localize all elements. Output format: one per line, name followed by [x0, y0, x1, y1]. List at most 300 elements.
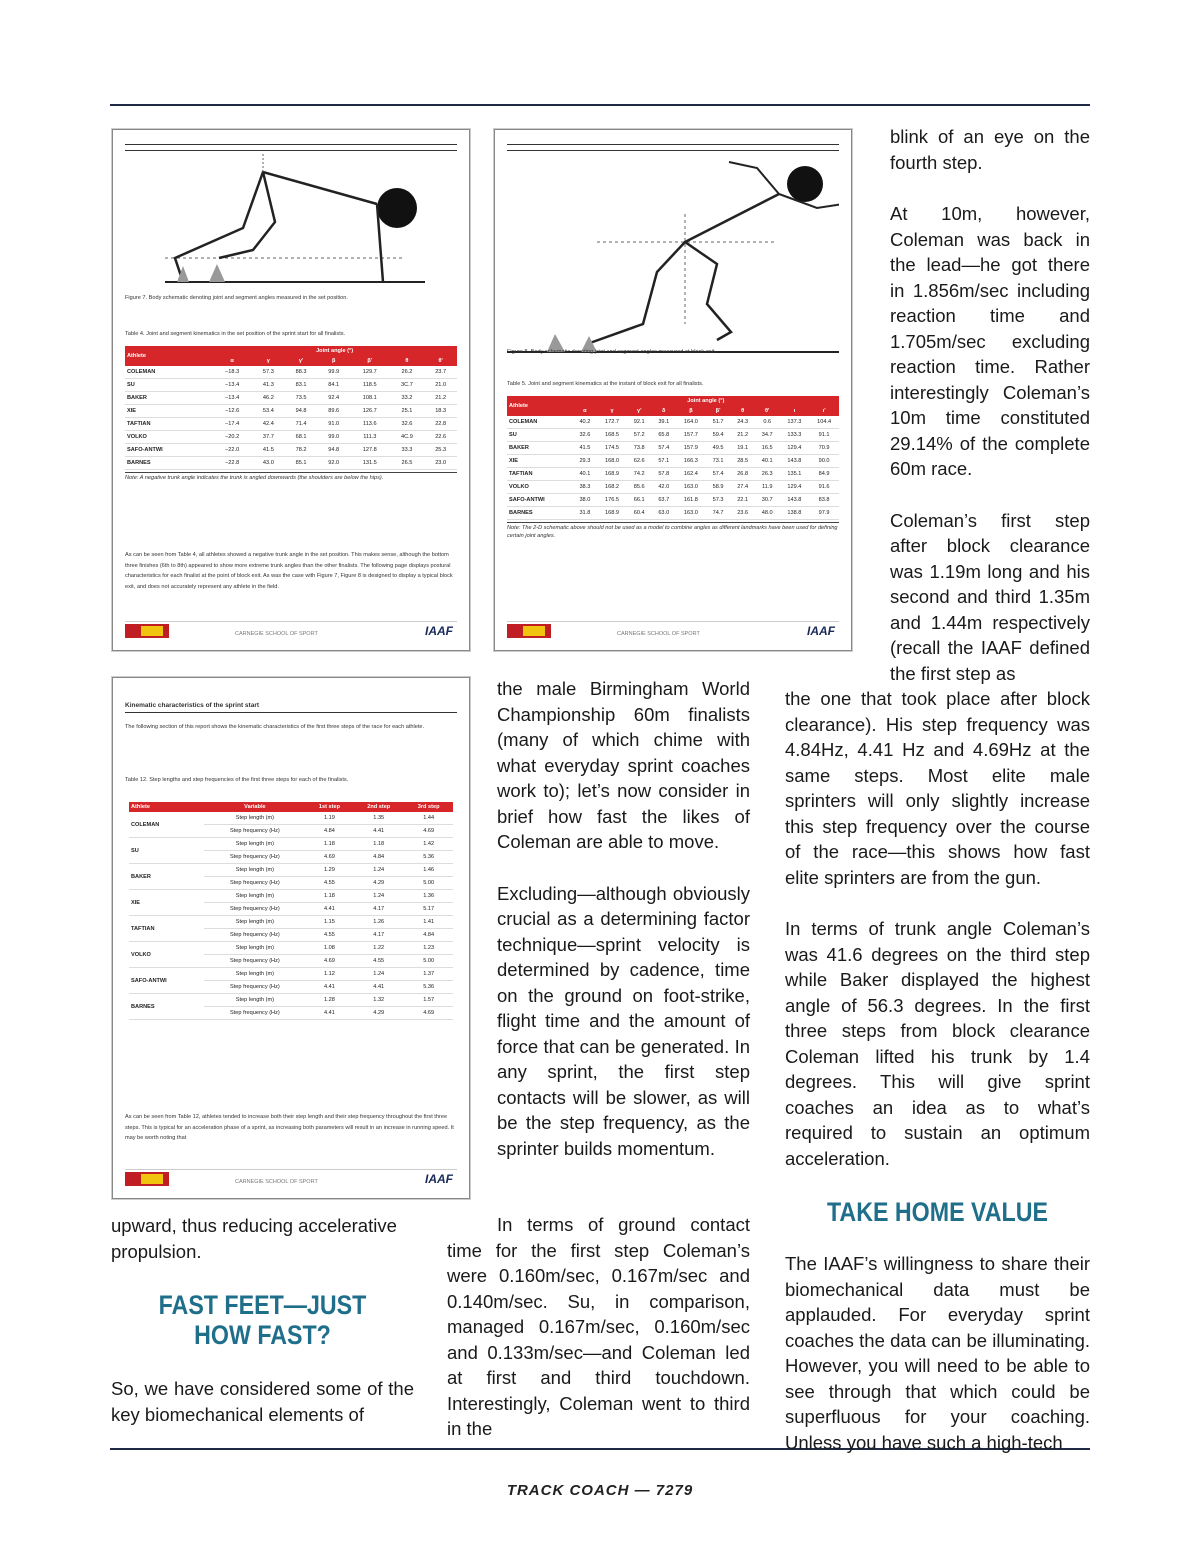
table-cell: 65.8 [651, 429, 676, 442]
table-cell: 90.0 [809, 455, 839, 468]
table-cell: 157.9 [676, 442, 706, 455]
paragraph: the one that took place after block clearance). His step frequency was 4.84Hz, 4.41 Hz and 4.69Hz at the same steps. Most elite male sprinters will only slightly increase this step frequency over the course of the race—this shows how fast elite sprinters are from the gun. [785, 688, 1090, 888]
table-row [125, 418, 457, 431]
table-cell: 21.2 [424, 392, 457, 405]
table-header: θ' [755, 406, 780, 416]
table-header: Athlete [129, 802, 204, 812]
table-cell: VOLKO [125, 431, 212, 444]
table-cell: −20.2 [212, 431, 252, 444]
table-row [129, 968, 453, 981]
table-cell: Step length (m) [204, 812, 306, 825]
table-cell: 1.19 [306, 812, 354, 825]
table-header: ι [780, 406, 810, 416]
table-cell: 176.5 [597, 494, 627, 507]
table-cell: 1.23 [404, 942, 453, 955]
table-row [125, 379, 457, 392]
left-column-text [111, 1213, 414, 1427]
table-cell: 1.35 [353, 812, 404, 825]
table-cell: 168.9 [597, 507, 627, 520]
table-cell: 1.24 [353, 968, 404, 981]
table-cell: 1.44 [404, 812, 453, 825]
table-cell: XIE [125, 405, 212, 418]
table-cell: 22.8 [424, 418, 457, 431]
table-cell: 40.2 [573, 416, 598, 429]
table-cell: 84.9 [809, 468, 839, 481]
table-cell: Step frequency (Hz) [204, 825, 306, 838]
table-cell: 21.0 [424, 379, 457, 392]
table-cell: 24.3 [730, 416, 755, 429]
table-cell: 4.41 [306, 903, 354, 916]
table-cell: 38.3 [573, 481, 598, 494]
table-cell: 58.9 [706, 481, 731, 494]
table-cell: 163.0 [676, 481, 706, 494]
table-cell: 40.1 [573, 468, 598, 481]
table-cell: Step length (m) [204, 864, 306, 877]
table-cell: 1.22 [353, 942, 404, 955]
table-cell: 39.1 [651, 416, 676, 429]
table-cell: 26.8 [730, 468, 755, 481]
table-cell: VOLKO [507, 481, 573, 494]
table-note: Note: A negative trunk angle indicates the trunk is angled downwards (the shoulders are below the hips). [125, 472, 457, 482]
table-cell: Step frequency (Hz) [204, 981, 306, 994]
table-cell: 41.3 [252, 379, 285, 392]
table-cell: 88.3 [285, 366, 318, 379]
table-cell: 26.5 [390, 457, 425, 470]
sponsor-logo [125, 624, 169, 638]
table-cell: TAFTIAN [507, 468, 573, 481]
table-cell: 26.3 [755, 468, 780, 481]
table-cell: 129.4 [780, 442, 810, 455]
iaaf-logo: IAAF [425, 1172, 453, 1186]
table-cell: 51.7 [706, 416, 731, 429]
paragraph: The IAAF’s willingness to share their biomechanical data must be applauded. For everyday sprint coaches the data can be illuminating. However, you will need to be able to see through that which could be superfluous for your coaching. Unless you have such a high-tech [785, 1253, 1090, 1453]
table-cell: −17.4 [212, 418, 252, 431]
table-cell: 1.18 [353, 838, 404, 851]
table-cell: 94.8 [285, 405, 318, 418]
table-row [125, 392, 457, 405]
table-row [125, 457, 457, 470]
table-cell: 1.42 [404, 838, 453, 851]
table-title: Table 12. Step lengths and step frequencies of the first three steps for each of the finalists. [125, 777, 349, 783]
table-cell: 1.41 [404, 916, 453, 929]
table-cell: 57.8 [651, 468, 676, 481]
table-cell: 138.8 [780, 507, 810, 520]
table-cell: 1.28 [306, 994, 354, 1007]
paragraph: In terms of trunk angle Coleman’s was 41.6 degrees on the third step while Baker displayed the highest angle of 56.3 degrees. In the first three steps from block clearance Coleman lifted his trunk by 1.4 degrees. This will give sprint coaches an idea as to what’s required to sustain an optimum acceleration. [785, 918, 1090, 1169]
table-cell: Step length (m) [204, 994, 306, 1007]
table-header: θ' [424, 356, 457, 366]
table-cell: 57.1 [651, 455, 676, 468]
table-cell: 111.3 [350, 431, 390, 444]
table-cell: 25.1 [390, 405, 425, 418]
table-cell: 57.4 [706, 468, 731, 481]
table-cell: 49.5 [706, 442, 731, 455]
table-cell: 34.7 [755, 429, 780, 442]
table-cell: 42.0 [651, 481, 676, 494]
sponsor-logo [507, 624, 551, 638]
table-row [507, 507, 839, 520]
table-cell: 21.2 [730, 429, 755, 442]
table-cell: 163.0 [676, 507, 706, 520]
table-step-length-frequency [129, 802, 453, 1020]
table-row [129, 864, 453, 877]
table-cell: 57.4 [651, 442, 676, 455]
top-rule [110, 104, 1090, 106]
table-cell: COLEMAN [507, 416, 573, 429]
table-cell: −22.8 [212, 457, 252, 470]
table-cell: 16.5 [755, 442, 780, 455]
table-cell: 157.7 [676, 429, 706, 442]
table-title: Table 5. Joint and segment kinematics at the instant of block exit for all finalists. [507, 381, 704, 387]
middle-column-upper-text [497, 676, 750, 1187]
table-cell: −18.3 [212, 366, 252, 379]
table-cell: 18.3 [424, 405, 457, 418]
table-header: 1st step [306, 802, 354, 812]
table-cell: 30.7 [755, 494, 780, 507]
table-cell: 57.2 [627, 429, 652, 442]
table-row [125, 444, 457, 457]
table-cell: 174.5 [597, 442, 627, 455]
table-header: α [573, 406, 598, 416]
table-cell: 137.3 [780, 416, 810, 429]
table-cell: 5.00 [404, 955, 453, 968]
table-cell: 162.4 [676, 468, 706, 481]
table-cell: 57.3 [252, 366, 285, 379]
table-cell: 4.84 [306, 825, 354, 838]
table-cell: 73.5 [285, 392, 318, 405]
table-cell: 1.18 [306, 838, 354, 851]
table-cell: 1.37 [404, 968, 453, 981]
figure-step-table [112, 677, 470, 1199]
figure-intro: The following section of this report shows the kinematic characteristics of the first three steps of the race for each athlete. [125, 724, 425, 730]
table-cell: 129.7 [350, 366, 390, 379]
table-cell: 4.41 [306, 981, 354, 994]
table-cell: BAKER [507, 442, 573, 455]
page-footer: TRACK COACH — 7279 [506, 1482, 694, 1499]
table-cell: 91.0 [317, 418, 350, 431]
table-row [507, 494, 839, 507]
table-cell: 4.69 [306, 955, 354, 968]
table-cell: 78.2 [285, 444, 318, 457]
table-cell: 48.0 [755, 507, 780, 520]
table-title: Table 4. Joint and segment kinematics in the set position of the sprint start for all finalists. [125, 331, 346, 337]
table-cell: 99.9 [317, 366, 350, 379]
table-cell: SU [125, 379, 212, 392]
paragraph: So, we have considered some of the key biomechanical elements of [111, 1378, 414, 1425]
table-cell: 4.55 [306, 877, 354, 890]
table-cell: 22.1 [730, 494, 755, 507]
table-cell: 5.17 [404, 903, 453, 916]
paragraph: Excluding—although obviously crucial as a determining factor technique—sprint velocity is determined by cadence, time on the ground on foot-strike, flight time and the amount of force that can be generated. In any sprint, the first step contacts will be slower, as will be the step frequency, as the sprinter builds momentum. [497, 882, 750, 1159]
table-cell: 57.3 [706, 494, 731, 507]
table-cell: 92.4 [317, 392, 350, 405]
table-cell: SU [129, 838, 204, 864]
table-cell: Step length (m) [204, 942, 306, 955]
table-header: θ [390, 356, 425, 366]
table-cell: 118.5 [350, 379, 390, 392]
table-cell: Step length (m) [204, 890, 306, 903]
table-cell: 60.4 [627, 507, 652, 520]
figure-caption: Figure 8. Body schematic denoting joint and segment angles measured at block exit. [507, 349, 716, 355]
table-cell: 108.1 [350, 392, 390, 405]
table-header: ι' [809, 406, 839, 416]
table-cell: 91.1 [809, 429, 839, 442]
table-cell: 85.6 [627, 481, 652, 494]
table-header: γ [597, 406, 627, 416]
table-cell: Step length (m) [204, 838, 306, 851]
table-header: θ [730, 406, 755, 416]
table-header: Variable [204, 802, 306, 812]
table-cell: 73.8 [627, 442, 652, 455]
table-cell: 83.1 [285, 379, 318, 392]
table-cell: 23.6 [730, 507, 755, 520]
table-cell: 46.2 [252, 392, 285, 405]
table-cell: 168.0 [597, 455, 627, 468]
table-cell: 68.1 [285, 431, 318, 444]
table-cell: SU [507, 429, 573, 442]
table-cell: 4.41 [306, 1007, 354, 1020]
carnegie-logo: CARNEGIE SCHOOL OF SPORT [235, 631, 318, 637]
table-header: β' [350, 356, 390, 366]
table-cell: 70.9 [809, 442, 839, 455]
table-cell: 4.29 [353, 1007, 404, 1020]
table-cell: Step length (m) [204, 968, 306, 981]
table-cell: TAFTIAN [125, 418, 212, 431]
table-cell: 135.1 [780, 468, 810, 481]
table-cell: COLEMAN [125, 366, 212, 379]
figure-block-exit [494, 129, 852, 651]
table-cell: 168.9 [597, 468, 627, 481]
table-cell: 126.7 [350, 405, 390, 418]
table-row [507, 468, 839, 481]
table-cell: 172.7 [597, 416, 627, 429]
table-cell: 22.6 [424, 431, 457, 444]
table-cell: XIE [507, 455, 573, 468]
table-cell: 5.36 [404, 851, 453, 864]
table-cell: SAFO-ANTWI [125, 444, 212, 457]
table-row [129, 916, 453, 929]
paragraph: upward, thus reducing accelerative propulsion. [111, 1215, 397, 1262]
table-row [129, 890, 453, 903]
figure-logos [125, 1169, 457, 1188]
table-cell: 1.29 [306, 864, 354, 877]
table-cell: 1.57 [404, 994, 453, 1007]
table-cell: 19.1 [730, 442, 755, 455]
table-row [125, 431, 457, 444]
table-cell: 73.1 [706, 455, 731, 468]
table-header: Joint angle (°) [573, 396, 839, 406]
table-header: β' [706, 406, 731, 416]
table-cell: 168.5 [597, 429, 627, 442]
table-header: α [212, 356, 252, 366]
paragraph: In terms of ground contact time for the first step Coleman’s were 0.160m/sec, 0.167m/sec and 0.140m/sec. Su, in comparison, managed 0.167m/sec, 0.160m/sec and 0.133m/sec—and Coleman led at first and third touchdown. Interestingly, Coleman went to third in the [447, 1214, 750, 1439]
table-header: γ [252, 356, 285, 366]
table-cell: 4.84 [353, 851, 404, 864]
table-cell: 23.0 [424, 457, 457, 470]
table-cell: 4.84 [404, 929, 453, 942]
table-cell: −22.0 [212, 444, 252, 457]
table-cell: 1.32 [353, 994, 404, 1007]
table-cell: 164.0 [676, 416, 706, 429]
table-cell: Step frequency (Hz) [204, 851, 306, 864]
figure-set-position [112, 129, 470, 651]
table-cell: SAFO-ANTWI [507, 494, 573, 507]
figure-logos [507, 621, 839, 640]
paragraph: the male Birmingham World Championship 60m finalists (many of which chime with what everyday sprint coaches work to); let’s now consider in brief how fast the likes of Coleman are able to move. [497, 678, 750, 852]
table-cell: 4.17 [353, 903, 404, 916]
table-cell: 32.6 [390, 418, 425, 431]
table-cell: BARNES [507, 507, 573, 520]
table-header: Athlete [125, 346, 212, 366]
table-cell: 5.00 [404, 877, 453, 890]
table-cell: 71.4 [285, 418, 318, 431]
table-cell: 104.4 [809, 416, 839, 429]
table-cell: 4.55 [353, 955, 404, 968]
right-column-top-text [890, 124, 1090, 686]
carnegie-logo: CARNEGIE SCHOOL OF SPORT [617, 631, 700, 637]
table-cell: 166.3 [676, 455, 706, 468]
table-cell: 4.69 [306, 851, 354, 864]
table-cell: 85.1 [285, 457, 318, 470]
table-cell: 59.4 [706, 429, 731, 442]
table-row [129, 812, 453, 825]
table-cell: 4.41 [353, 981, 404, 994]
table-cell: 40.1 [755, 455, 780, 468]
table-cell: Step frequency (Hz) [204, 929, 306, 942]
table-cell: 143.8 [780, 494, 810, 507]
table-row [125, 366, 457, 379]
table-cell: 89.6 [317, 405, 350, 418]
table-cell: 74.2 [627, 468, 652, 481]
table-cell: 4.41 [353, 825, 404, 838]
table-cell: −13.4 [212, 392, 252, 405]
table-cell: 3C.7 [390, 379, 425, 392]
section-heading: FAST FEET—JUST HOW FAST? [158, 1290, 367, 1350]
paragraph: At 10m, however, Coleman was back in the lead—he got there in 1.856m/sec including reaction time and 1.705m/sec excluding reaction time. Rather interestingly Coleman’s 10m time constituted 29.14% of the complete 60m race. [890, 203, 1090, 479]
table-cell: 28.5 [730, 455, 755, 468]
figure-logos [125, 621, 457, 640]
iaaf-logo: IAAF [425, 624, 453, 638]
table-row [507, 481, 839, 494]
table-cell: 74.7 [706, 507, 731, 520]
table-cell: 1.24 [353, 864, 404, 877]
table-cell: 4.69 [404, 825, 453, 838]
block-exit-schematic [507, 154, 839, 354]
table-row [129, 942, 453, 955]
table-cell: Step length (m) [204, 916, 306, 929]
table-cell: 0.6 [755, 416, 780, 429]
table-cell: 1.46 [404, 864, 453, 877]
table-row [507, 416, 839, 429]
table-cell: 97.9 [809, 507, 839, 520]
table-block-exit [507, 396, 839, 520]
table-cell: 11.9 [755, 481, 780, 494]
table-cell: 41.5 [252, 444, 285, 457]
table-header: Athlete [507, 396, 573, 416]
table-cell: 63.0 [651, 507, 676, 520]
table-cell: 113.6 [350, 418, 390, 431]
table-cell: 66.1 [627, 494, 652, 507]
table-cell: 53.4 [252, 405, 285, 418]
right-column-text [785, 686, 1090, 1455]
table-cell: 1.15 [306, 916, 354, 929]
table-cell: 84.1 [317, 379, 350, 392]
table-cell: 4C.9 [390, 431, 425, 444]
table-cell: 92.0 [317, 457, 350, 470]
table-cell: 25.3 [424, 444, 457, 457]
table-cell: 4.69 [404, 1007, 453, 1020]
table-row [125, 405, 457, 418]
table-cell: 29.3 [573, 455, 598, 468]
table-cell: 62.6 [627, 455, 652, 468]
table-cell: 1.08 [306, 942, 354, 955]
table-cell: 63.7 [651, 494, 676, 507]
table-cell: 99.0 [317, 431, 350, 444]
set-position-schematic [125, 154, 457, 294]
table-cell: 83.8 [809, 494, 839, 507]
table-cell: Step frequency (Hz) [204, 1007, 306, 1020]
table-cell: −13.4 [212, 379, 252, 392]
table-cell: Step frequency (Hz) [204, 903, 306, 916]
table-cell: Step frequency (Hz) [204, 877, 306, 890]
table-cell: BAKER [129, 864, 204, 890]
table-cell: 41.5 [573, 442, 598, 455]
figure-body-text: As can be seen from Table 12, athletes tended to increase both their step length and their step frequency throughout the first three steps. This is typical for an acceleration phase of a sprint, as increasing both parameters will result in an increase in running speed. It may be worth noting that [125, 1114, 454, 1141]
table-row [507, 455, 839, 468]
figure-body-text: As can be seen from Table 4, all athletes showed a negative trunk angle in the set position. This makes sense, although the bottom three finishes (6th to 8th) appeared to show more extreme trunk angles than the other finalists. The following page displays postural characteristics for each finalist at the point of block exit. As was the case with Figure 7, Figure 8 is designed to display a typical block exit, and does not accurately represent any athlete in the field. [125, 552, 453, 590]
table-cell: 168.2 [597, 481, 627, 494]
table-note: Note: The 2-D schematic above should not be used as a model to combine angles as different landmarks have been used for defining certain joint angles. [507, 522, 839, 540]
table-cell: 1.12 [306, 968, 354, 981]
table-cell: 4.17 [353, 929, 404, 942]
table-header: δ [651, 406, 676, 416]
table-cell: 127.8 [350, 444, 390, 457]
paragraph: blink of an eye on the fourth step. [890, 126, 1090, 173]
table-cell: 143.8 [780, 455, 810, 468]
table-header: β [676, 406, 706, 416]
table-cell: 4.29 [353, 877, 404, 890]
table-cell: 37.7 [252, 431, 285, 444]
table-header: β [317, 356, 350, 366]
figure-caption: Figure 7. Body schematic denoting joint and segment angles measured in the set position. [125, 295, 348, 301]
table-cell: TAFTIAN [129, 916, 204, 942]
table-cell: 161.8 [676, 494, 706, 507]
table-cell: 92.1 [627, 416, 652, 429]
table-cell: −12.6 [212, 405, 252, 418]
table-cell: 1.24 [353, 890, 404, 903]
table-header: 2nd step [353, 802, 404, 812]
table-cell: BAKER [125, 392, 212, 405]
table-cell: 32.6 [573, 429, 598, 442]
table-cell: BARNES [129, 994, 204, 1020]
table-cell: 33.3 [390, 444, 425, 457]
table-cell: VOLKO [129, 942, 204, 968]
table-cell: BARNES [125, 457, 212, 470]
table-cell: 5.36 [404, 981, 453, 994]
table-cell: 42.4 [252, 418, 285, 431]
table-cell: 23.7 [424, 366, 457, 379]
iaaf-logo: IAAF [807, 624, 835, 638]
table-cell: 1.18 [306, 890, 354, 903]
table-cell: XIE [129, 890, 204, 916]
section-heading: TAKE HOME VALUE [826, 1197, 1049, 1227]
table-cell: 4.55 [306, 929, 354, 942]
figure-heading: Kinematic characteristics of the sprint start [125, 702, 260, 709]
table-header: γ' [627, 406, 652, 416]
table-header: γ' [285, 356, 318, 366]
table-cell: 129.4 [780, 481, 810, 494]
table-cell: 31.8 [573, 507, 598, 520]
